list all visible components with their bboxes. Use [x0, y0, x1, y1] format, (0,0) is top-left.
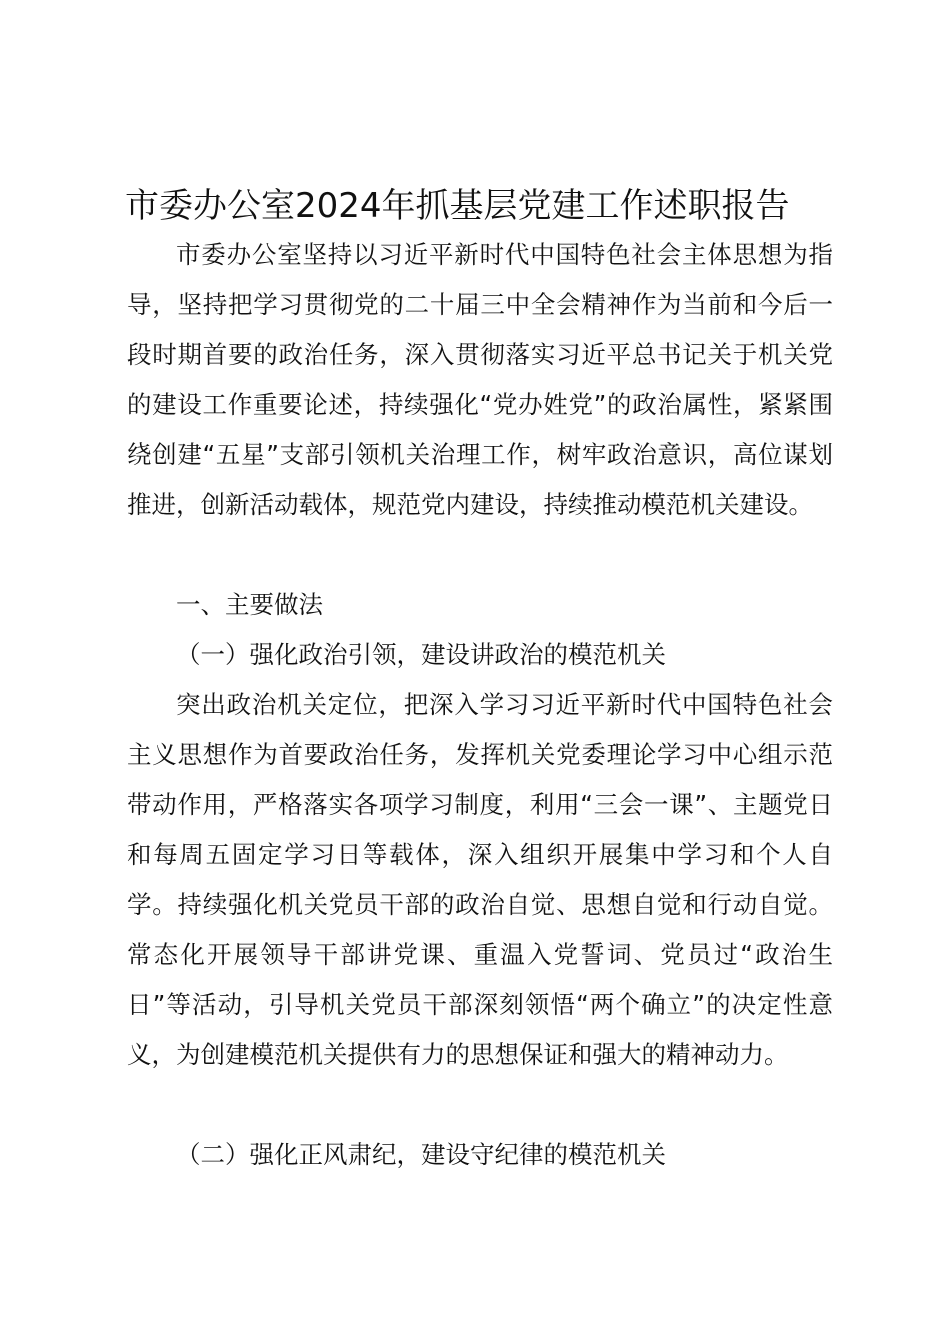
subsection-heading-political-leadership: （一）强化政治引领，建设讲政治的模范机关: [176, 640, 666, 669]
section-heading-main-practices: 一、主要做法: [176, 590, 323, 619]
subsection-paragraph-political-leadership: 突出政治机关定位，把深入学习习近平新时代中国特色社会主义思想作为首要政治任务，发挥机关党委理论学习中心组示范带动作用，严格落实各项学习制度，利用“三会一课”、主题党日和每周五固定学习日等载体，深入组织开展集中学习和个人自学。持续强化机关党员干部的政治自觉、思想自觉和行动自觉。常态化开展领导干部讲党课、重温入党誓词、党员过“政治生日”等活动，引导机关党员干部深刻领悟“两个确立”的决定性意义，为创建模范机关提供有力的思想保证和强大的精神动力。: [127, 690, 833, 1069]
subsection-heading-discipline: （二）强化正风肃纪，建设守纪律的模范机关: [176, 1140, 666, 1169]
intro-paragraph: 市委办公室坚持以习近平新时代中国特色社会主体思想为指导，坚持把学习贯彻党的二十届三中全会精神作为当前和今后一段时期首要的政治任务，深入贯彻落实习近平总书记关于机关党的建设工作重要论述，持续强化“党办姓党”的政治属性，紧紧围绕创建“五星”支部引领机关治理工作，树牢政治意识，高位谋划推进，创新活动载体，规范党内建设，持续推动模范机关建设。: [127, 240, 833, 519]
document-title: 市委办公室2024年抓基层党建工作述职报告: [125, 186, 790, 226]
